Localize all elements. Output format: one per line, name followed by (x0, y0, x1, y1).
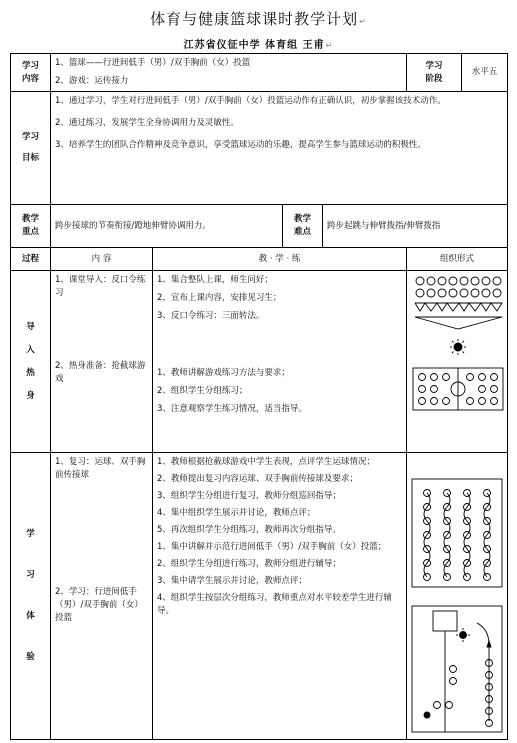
key-point-label: 教学 重点 (11, 205, 51, 248)
objective-item: 3、培养学生的团队合作精神及竞争意识，享受篮球运动的乐趣，提高学生参与篮球运动的积极性。 (55, 140, 426, 150)
lesson-plan-table (10, 53, 508, 740)
warmup-formation-diagram (407, 271, 507, 447)
warmup-content-cell (51, 271, 153, 453)
teach-item: 2、教师提出复习内容运球、双手胸前传接球及要求； (157, 474, 358, 484)
learning-teach-cell (153, 453, 407, 740)
student-row-2 (416, 289, 501, 297)
learning-content-cell (51, 453, 153, 740)
teach-item: 3、集中请学生展示并讨论，教师点评； (157, 576, 307, 586)
teach-header: 教 · 学 · 练 (153, 248, 407, 271)
objective-item: 1、通过学习，学生对行进间低手（男）/双手胸前（女）投篮运动作有正确认识，初步掌握该技术动作。 (55, 96, 446, 106)
content-item: 2、热身准备：抢截球游戏 (55, 361, 146, 384)
teach-item: 1、教师根据抢截球游戏中学生表现，点评学生运球情况； (157, 457, 375, 467)
content-item: 1、复习：运球、双手胸前传接球 (55, 457, 146, 480)
content-label: 学习 内容 (11, 54, 51, 92)
teach-item: 1、集中讲解并示范行进间低手（男）/双手胸前（女）投篮； (157, 542, 387, 552)
teach-item: 3、反口令练习：三面转法。 (157, 311, 265, 321)
warmup-org-diagram (407, 271, 508, 453)
coach-sun-icon (456, 628, 470, 642)
review-columns (424, 490, 491, 581)
teach-item: 2、组织学生分组进行练习，教师分组进行辅导； (157, 559, 341, 569)
learning-label: 学 习 体 验 (11, 453, 51, 740)
teacher-sun-icon (450, 339, 466, 355)
learning-content-cell (51, 54, 407, 92)
content-item: 2、学习：行进间低手（男）/双手胸前（女）投篮 (55, 587, 143, 623)
objective-label: 学习 目标 (11, 92, 51, 205)
objective-item: 2、通过练习，发展学生全身协调用力及灵敏性。 (55, 118, 239, 128)
page-subtitle: 江苏省仪征中学 体育组 王甫↵ (183, 40, 334, 51)
key-point-value: 跨步接球的节奏衔接/蹬地伸臂协调用力。 (51, 205, 283, 248)
learning-formation-diagram (407, 453, 507, 734)
difficulty-label: 教学 难点 (283, 205, 323, 248)
teach-item: 1、教师讲解游戏练习方法与要求； (157, 368, 290, 378)
objectives-cell (51, 92, 508, 205)
content-item: 1、课堂导入：反口令练习 (55, 275, 146, 298)
level-label: 学习 阶段 (407, 54, 462, 92)
content-item: 1、篮球——行进间低手（男）/双手胸前（女）投篮 (55, 58, 251, 68)
level-value: 水平五 (462, 54, 508, 92)
student-triangle-row (415, 317, 502, 329)
warmup-teach-cell (153, 271, 407, 453)
org-header: 组织形式 (407, 248, 508, 271)
teach-item: 3、组织学生分组进行复习，教师分组巡回指导； (157, 491, 341, 501)
teach-item: 4、组织学生按层次分组练习，教师重点对水平较差学生进行辅导。 (157, 593, 392, 616)
teach-item: 2、组织学生分组练习； (157, 386, 248, 396)
page-title: 体育与健康篮球课时教学计划↵ (150, 10, 367, 28)
process-header: 过程 (11, 248, 51, 271)
content-item: 2、游戏：运传接力 (55, 76, 129, 86)
teach-item: 5、再次组织学生分组练习，教师再次分组指导。 (157, 525, 341, 535)
teach-item: 3、注意观察学生练习情况，适当指导。 (157, 404, 307, 414)
content-header: 内 容 (51, 248, 153, 271)
student-zigzag-row (415, 303, 502, 311)
learning-org-diagram (407, 453, 508, 740)
teach-item: 1、集合整队上课，师生问好； (157, 275, 273, 285)
teach-item: 4、集中组织学生展示并讨论，教师点评； (157, 508, 316, 518)
teach-item: 2、宣布上课内容，安排见习生； (157, 293, 282, 303)
student-row-1 (416, 277, 501, 285)
difficulty-value: 跨步起跳与伸臂拨指/伸臂拨指 (323, 205, 508, 248)
warmup-label: 导 入 热 身 (11, 271, 51, 453)
passer-group (424, 666, 457, 719)
basket-key (433, 611, 457, 631)
